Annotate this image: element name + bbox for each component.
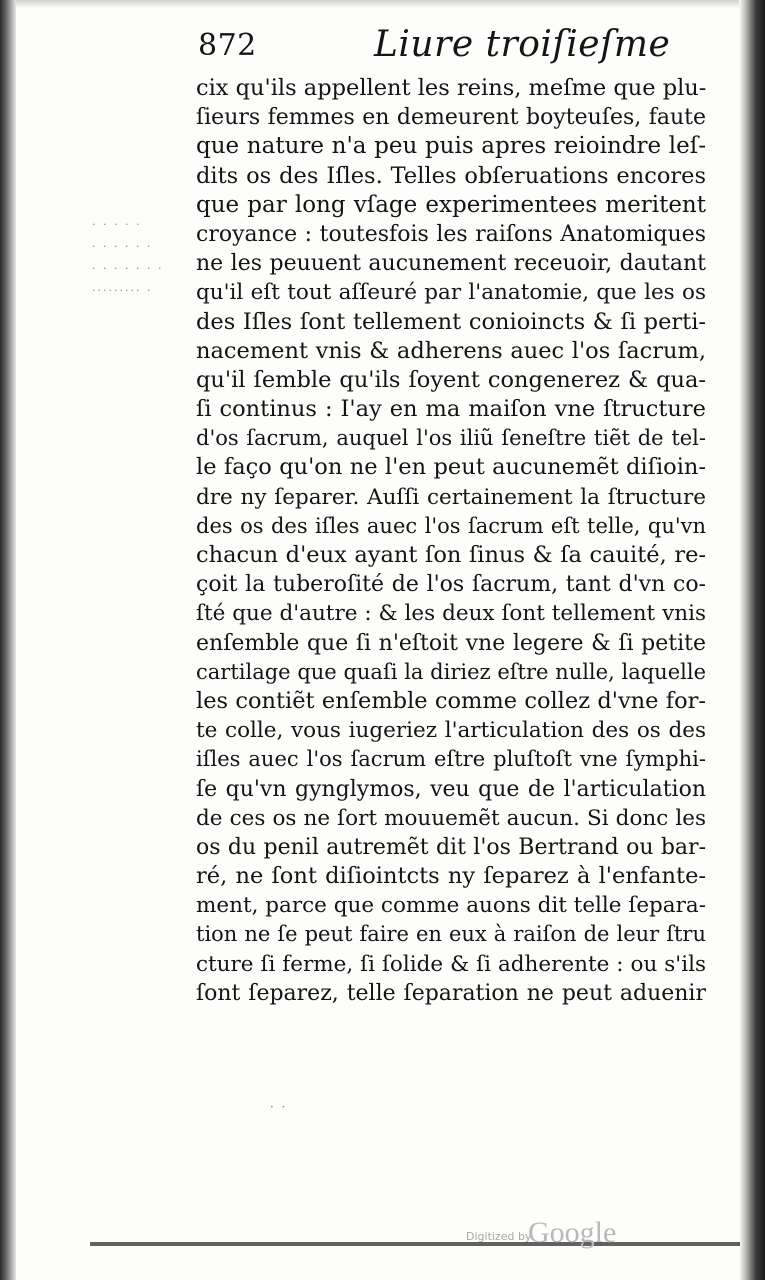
text-line: ré, ne ſont diſiointcts ny ſeparez à l'enfante- (196, 863, 706, 890)
digitization-watermark (466, 1216, 686, 1256)
running-title: Liure troiſieſme (374, 24, 671, 65)
text-line: chacun d'eux ayant ſon ſinus & ſa cauité, re- (196, 542, 706, 568)
text-line: ſi continus : I'ay en ma maiſon vne ſtructure (196, 396, 706, 423)
text-line: nacement vnis & adherens auec l'os ſacrum, (196, 337, 706, 364)
text-line: dits os des Iſles. Telles obſeruations encores (196, 162, 706, 189)
text-line: ſieurs femmes en demeurent boyteuſes, faute (196, 105, 706, 131)
page-header (198, 16, 718, 72)
watermark-prefix: Digitized by (466, 1230, 532, 1243)
page-left-edge (0, 0, 16, 1280)
text-line: cartilage que quaſi la diriez eſtre nulle, laquelle (196, 659, 706, 684)
text-line: enſemble que ſi n'eſtoit vne legere & ſi petite (196, 630, 706, 656)
text-line: çoit la tuberoſité de l'os ſacrum, tant d'vn co- (196, 572, 706, 598)
text-line: ment, parce que comme auons dit telle ſepara- (196, 893, 706, 919)
text-line: des os des iſles auec l'os ſacrum eſt telle, qu'vn (196, 513, 706, 538)
margin-mark: · · · · · (92, 218, 142, 231)
body-text (196, 74, 706, 1008)
margin-mark: · · · · · · (92, 240, 153, 253)
text-line: que nature n'a peu puis apres reioindre leſ- (196, 133, 706, 160)
ink-specks: · · (270, 1100, 286, 1114)
text-line: iſles auec l'os ſacrum eſtre pluſtoſt vne ſymphi- (196, 747, 706, 772)
page-right-edge (739, 0, 765, 1280)
text-line: cture ſi ferme, ſi ſolide & ſi adherente : ou s'ils (196, 951, 706, 977)
text-line: dre ny ſeparer. Auſſi certainement la ſtructure (196, 484, 706, 510)
text-line: ſe qu'vn gynglymos, veu que de l'articulation (196, 776, 706, 802)
text-line: qu'il ſemble qu'ils ſoyent congenerez & qua- (196, 366, 706, 393)
margin-mark: ········· · (92, 284, 153, 297)
text-line: ſté que d'autre : & les deux ſont tellement vnis (196, 601, 706, 627)
page-top-edge (0, 0, 765, 8)
text-line: les contiẽt enſemble comme collez d'vne for- (196, 687, 706, 714)
margin-note-marks (92, 214, 186, 324)
text-line: croyance : toutesfois les raiſons Anatomiques (196, 221, 706, 247)
text-line: ne les peuuent aucunement receuoir, dautant (196, 251, 706, 277)
text-line: ſont ſeparez, telle ſeparation ne peut aduenir (196, 980, 706, 1006)
text-line: le faço qu'on ne l'en peut aucunemẽt diſioin- (196, 454, 706, 481)
text-line: os du penil autremẽt dit l'os Bertrand ou bar- (196, 834, 706, 860)
margin-mark: · · · · · · · (92, 262, 164, 275)
text-line: d'os ſacrum, auquel l'os iliũ ſeneſtre tiẽt de tel- (196, 426, 706, 451)
text-line: te colle, vous iugeriez l'articulation des os des (196, 718, 706, 744)
text-line: qu'il eſt tout aſſeuré par l'anatomie, que les os (196, 280, 706, 306)
watermark-logo: Google (528, 1216, 617, 1249)
page-number: 872 (198, 28, 257, 63)
text-line: des Iſles ſont tellement conioincts & ſi perti- (196, 308, 706, 335)
text-line: de ces os ne ſort mouuemẽt aucun. Si donc les (196, 805, 706, 831)
text-line: que par long vſage experimentees meritent (196, 191, 706, 218)
text-line: tion ne ſe peut faire en eux à raiſon de leur ſtru (196, 922, 706, 947)
text-line: cix qu'ils appellent les reins, meſme que plu- (196, 75, 707, 101)
